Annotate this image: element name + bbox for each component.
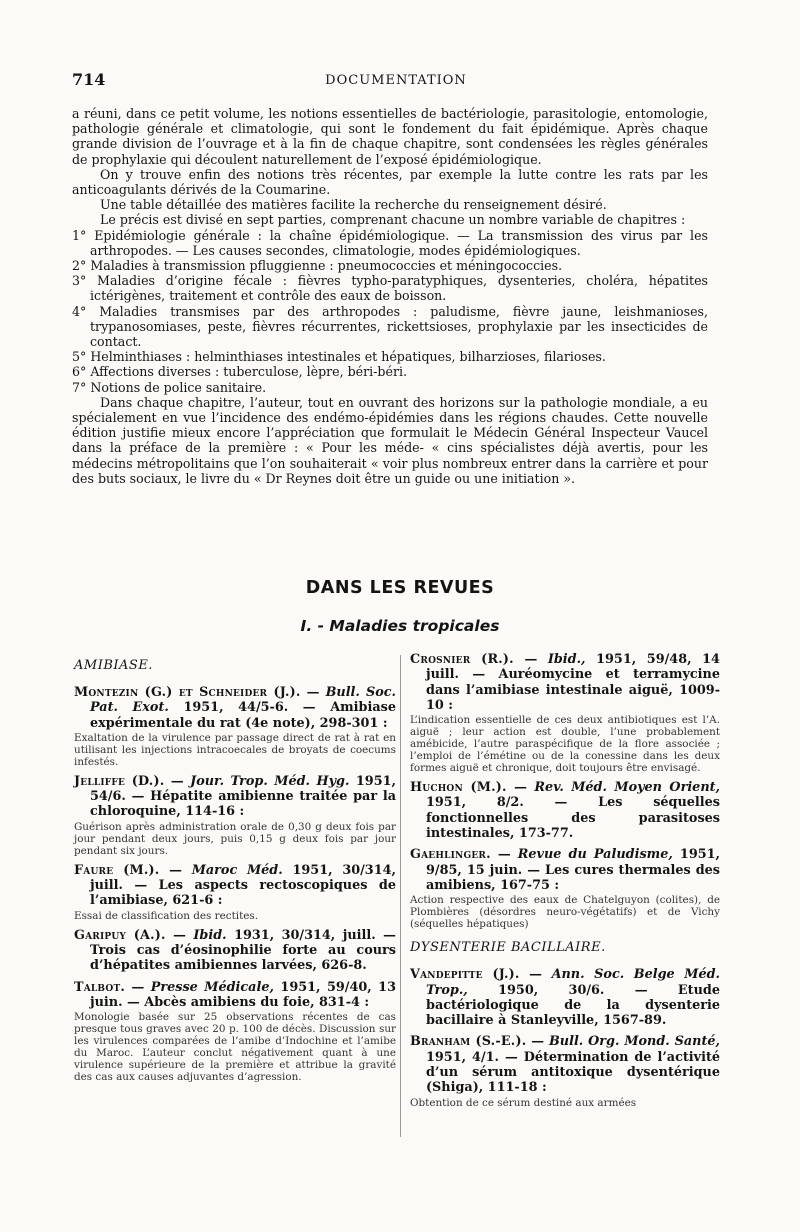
running-title: DOCUMENTATION [325,73,467,88]
intro-paragraph: 4° Maladies transmises par des arthropodes : paludisme, fièvre jaune, leishmanioses, trypanosomiases, peste, fièvres récurrentes, rickettsioses, prophylaxie par les insecticides de contact. [72,303,708,350]
reference-abstract: Monologie basée sur 25 observations récentes de cas presque tous graves avec 20 p. 100 de décès. Discussion sur les virulences comparées de l’amibe d’Indochine et l’amibe du Maroc. L’auteur conclut négativement quant à une virulence supérieure de la première et attribue la gravité des cas aux causes adjuvantes d’agression. [74,1011,396,1084]
reference-entry [74,774,396,857]
reference-author: Crosnier (R.). [410,652,514,667]
reference-author: Vandepitte (J.). [410,967,520,983]
page-header [72,70,720,92]
right-column [410,652,720,1115]
reference-journal: Bull. Soc. Pat. Exot. [90,685,396,716]
section-title: DANS LES REVUES [305,578,495,598]
reference-details: 1950, 30/6. — Etude bactériologique de la dysenterie bacillaire à Stanleyville, 1567-89. [426,982,720,1029]
intro-paragraph: 1° Epidémiologie générale : la chaîne épidémiologique. — La transmission des virus par les arthropodes. — Les causes secondes, climatologie, modes épidémiologiques. [72,227,708,258]
reference-journal: Ibid., [547,652,586,667]
reference-citation: Huchon (M.). — Rev. Méd. Moyen Orient, 1951, 8/2. — Les séquelles fonctionnelles des parasitoses intestinales, 173-77. [410,780,720,842]
reference-entry [410,847,720,930]
reference-author: Garipuy (A.). [74,927,166,943]
reference-citation: Branham (S.-E.). — Bull. Org. Mond. Santé, 1951, 4/1. — Détermination de l’activité d’un sérum antitoxique dysentérique (Shiga), 111-18 : [410,1034,720,1096]
reference-abstract: Action respective des eaux de Chatelguyon (colites), de Plombières (désordres neuro-végétatifs) et de Vichy (séquelles hépatiques) [410,894,720,931]
reference-citation: Vandepitte (J.). — Ann. Soc. Belge Méd. Trop., 1950, 30/6. — Etude bactériologique de la dysenterie bacillaire à Stanleyville, 1567-89. [410,967,720,1029]
category-heading: DYSENTERIE BACILLAIRE. [410,940,606,956]
reference-citation: Gaehlinger. — Revue du Paludisme, 1951, 9/85, 15 juin. — Les cures thermales des amibiens, 167-75 : [410,847,720,893]
reference-journal: Jour. Trop. Méd. Hyg. [190,773,350,789]
reference-author: Montezin (G.) et Schneider (J.). [74,685,301,700]
reference-citation: Talbot. — Presse Médicale, 1951, 59/40, 13 juin. — Abcès amibiens du foie, 831-4 : [74,979,396,1010]
intro-paragraph: 3° Maladies d’origine fécale : fièvres typho-paratyphiques, dysenteries, choléra, hépatites ictérigènes, traitement et contrôle des eaux de boisson. [72,273,708,304]
reference-details: 1951, 59/40, 13 juin. — Abcès amibiens du foie, 831-4 : [90,979,396,1010]
reference-entry [74,928,396,974]
reference-abstract: Exaltation de la virulence par passage direct de rat à rat en utilisant les injections intracoecales de broyats de coecums infestés. [74,731,396,768]
reference-journal: Ann. Soc. Belge Méd. Trop., [426,967,720,998]
reference-journal: Ibid. [193,927,227,943]
reference-details: 1951, 44/5-6. — Amibiase expérimentale du rat (4e note), 298-301 : [90,700,396,731]
reference-entry [410,780,720,841]
reference-citation: Montezin (G.) et Schneider (J.). — Bull. Soc. Pat. Exot. 1951, 44/5-6. — Amibiase expérimentale du rat (4e note), 298-301 : [74,685,396,731]
reference-details: 1951, 54/6. — Hépatite amibienne traitée par la chloroquine, 114-16 : [90,773,396,820]
reference-abstract: L’indication essentielle de ces deux antibiotiques est l’A. aiguë ; leur action est double, l’une probablement amébicide, l’autre paraspécifique de la flore associée ; l’emploi de l’émétine ou de la conessine dans les deux formes aiguë et chronique, doit toujours être envisagé. [410,714,720,775]
reference-author: Faure (M.). [74,862,160,878]
reference-entry [410,967,720,1028]
reference-entry [410,1034,720,1108]
reference-journal: Revue du Paludisme, [517,847,673,863]
reference-details: 1951, 8/2. — Les séquelles fonctionnelles des parasitoses intestinales, 173-77. [426,795,720,842]
reference-author: Talbot. [74,979,125,995]
intro-paragraph: 2° Maladies à transmission pfluggienne : pneumococcies et méningococcies. [72,258,563,274]
reference-abstract: Essai de classification des rectites. [74,909,259,922]
page-number: 714 [72,70,106,89]
intro-paragraph: On y trouve enfin des notions très récentes, par exemple la lutte contre les rats par les anticoagulants dérivés de la Coumarine. [72,166,708,198]
reference-author: Gaehlinger. [410,847,491,863]
intro-paragraph: 5° Helminthiases : helminthiases intestinales et hépatiques, bilharzioses, filarioses. [72,349,606,365]
reference-abstract: Guérison après administration orale de 0,30 g deux fois par jour pendant deux jours, puis 0,15 g deux fois par jour pendant six jours. [74,820,396,857]
reference-citation: Faure (M.). — Maroc Méd. 1951, 30/314, juill. — Les aspects rectoscopiques de l’amibiase, 621-6 : [74,862,396,909]
reference-author: Jelliffe (D.). [74,773,165,789]
intro-paragraph: Le précis est divisé en sept parties, comprenant chacune un nombre variable de chapitres : [100,212,686,228]
reference-author: Branham (S.-E.). [410,1034,527,1050]
reference-entry [410,652,720,774]
reference-author: Huchon (M.). [410,780,507,796]
intro-text [72,106,708,486]
reference-citation: Jelliffe (D.). — Jour. Trop. Méd. Hyg. 1951, 54/6. — Hépatite amibienne traitée par la chloroquine, 114-16 : [74,773,396,820]
reference-details: 1951, 4/1. — Détermination de l’activité d’un sérum antitoxique dysentérique (Shiga), 111-18 : [426,1049,720,1096]
reference-citation: Garipuy (A.). — Ibid. 1931, 30/314, juill. — Trois cas d’éosinophilie forte au cours d’hépatites amibiennes larvées, 626-8. [74,927,396,974]
reference-abstract: Obtention de ce sérum destiné aux armées [410,1096,637,1109]
reference-details: 1931, 30/314, juill. — Trois cas d’éosinophilie forte au cours d’hépatites amibiennes larvées, 626-8. [90,927,396,974]
reference-journal: Rev. Méd. Moyen Orient, [534,780,720,796]
reference-details: 1951, 30/314, juill. — Les aspects rectoscopiques de l’amibiase, 621-6 : [90,862,396,909]
column-divider [400,655,401,1137]
intro-paragraph: Dans chaque chapitre, l’auteur, tout en ouvrant des horizons sur la pathologie mondiale, a eu spécialement en vue l’incidence des endémo-épidémies dans les régions chaudes. Cette nouvelle édition justifie mieux encore l’appréciation que formulait le Médecin Général Inspecteur Vaucel dans la préface de la première : « Pour les méde- « cins spécialistes déjà avertis, pour les médecins métropolitains que l’on souhaiterait « voir plus nombreux entrer dans la carrière et pour des buts sociaux, le livre du « Dr Reynes doit être un guide ou une initiation ». [72,394,708,486]
left-column [74,652,396,1089]
intro-paragraph: a réuni, dans ce petit volume, les notions essentielles de bactériologie, parasitologie, entomologie, pathologie générale et climatologie, qui sont le fondement du fait épidémique. Après chaque grande division de l’ouvrage et à la fin de chaque chapitre, sont condensées les règles générales de prophylaxie qui découlent naturellement de l’exposé épidémiologique. [72,106,708,167]
reference-journal: Bull. Org. Mond. Santé, [548,1034,720,1050]
right-entries-top [410,652,720,930]
intro-paragraph: Une table détaillée des matières facilite la recherche du renseignement désiré. [100,197,607,213]
reference-details: 1951, 59/48, 14 juill. — Auréomycine et terramycine dans l’amibiase intestinale aiguë, 1009-10 : [426,652,720,713]
reference-journal: Maroc Méd. [191,862,283,878]
reference-entry [74,980,396,1084]
intro-paragraph: 7° Notions de police sanitaire. [72,379,267,395]
reference-journal: Presse Médicale, [150,979,274,995]
category-heading: AMIBIASE. [74,658,153,673]
left-entries [74,685,396,1083]
reference-entry [74,863,396,922]
right-entries-bottom [410,967,720,1108]
intro-paragraph: 6° Affections diverses : tuberculose, lèpre, béri-béri. [72,364,408,380]
reference-details: 1951, 9/85, 15 juin. — Les cures thermales des amibiens, 167-75 : [426,847,720,893]
reference-entry [74,685,396,768]
subsection-title: I. - Maladies tropicales [300,617,500,635]
reference-citation: Crosnier (R.). — Ibid., 1951, 59/48, 14 juill. — Auréomycine et terramycine dans l’amibiase intestinale aiguë, 1009-10 : [410,652,720,713]
